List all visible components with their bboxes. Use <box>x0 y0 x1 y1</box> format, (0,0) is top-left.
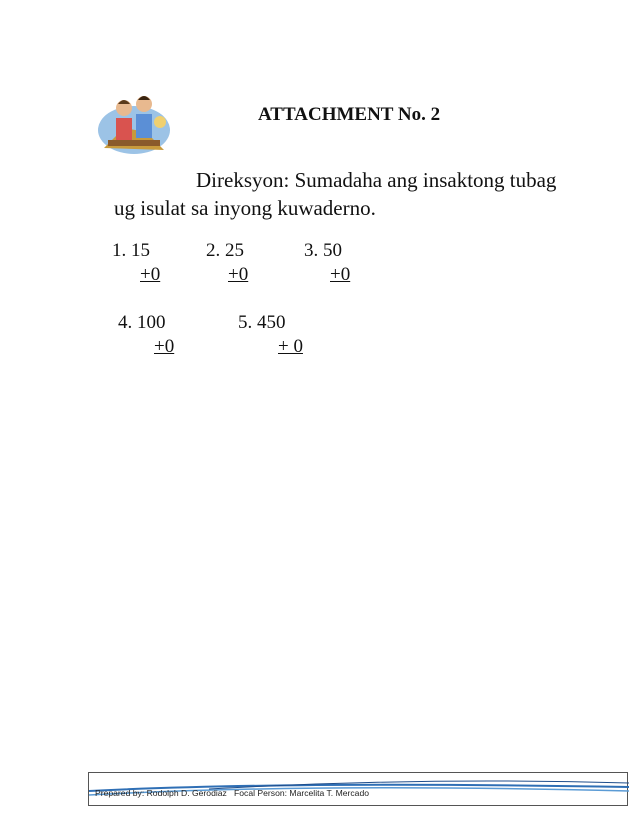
problem-5-addend: + 0 <box>278 336 303 357</box>
footer-credits: Prepared by: Rodolph D. Gerodiaz Focal Person: Marcelita T. Mercado <box>95 788 370 798</box>
problem-4-addend: +0 <box>154 336 175 357</box>
page-title: ATTACHMENT No. 2 <box>258 104 441 125</box>
problem-5-label: 5. 450 <box>238 312 286 333</box>
directions-line-2: ug isulat sa inyong kuwaderno. <box>114 196 376 220</box>
problem-3-label: 3. 50 <box>304 240 342 261</box>
directions-line-1: Direksyon: Sumadaha ang insaktong tubag <box>196 168 557 192</box>
problem-1-addend: +0 <box>140 264 161 285</box>
problem-4-label: 4. 100 <box>118 312 166 333</box>
problem-2-label: 2. 25 <box>206 240 244 261</box>
footer-box <box>88 772 628 806</box>
problem-3-addend: +0 <box>330 264 351 285</box>
problem-1-label: 1. 15 <box>112 240 150 261</box>
classroom-clipart-icon <box>94 88 174 158</box>
problem-2-addend: +0 <box>228 264 249 285</box>
